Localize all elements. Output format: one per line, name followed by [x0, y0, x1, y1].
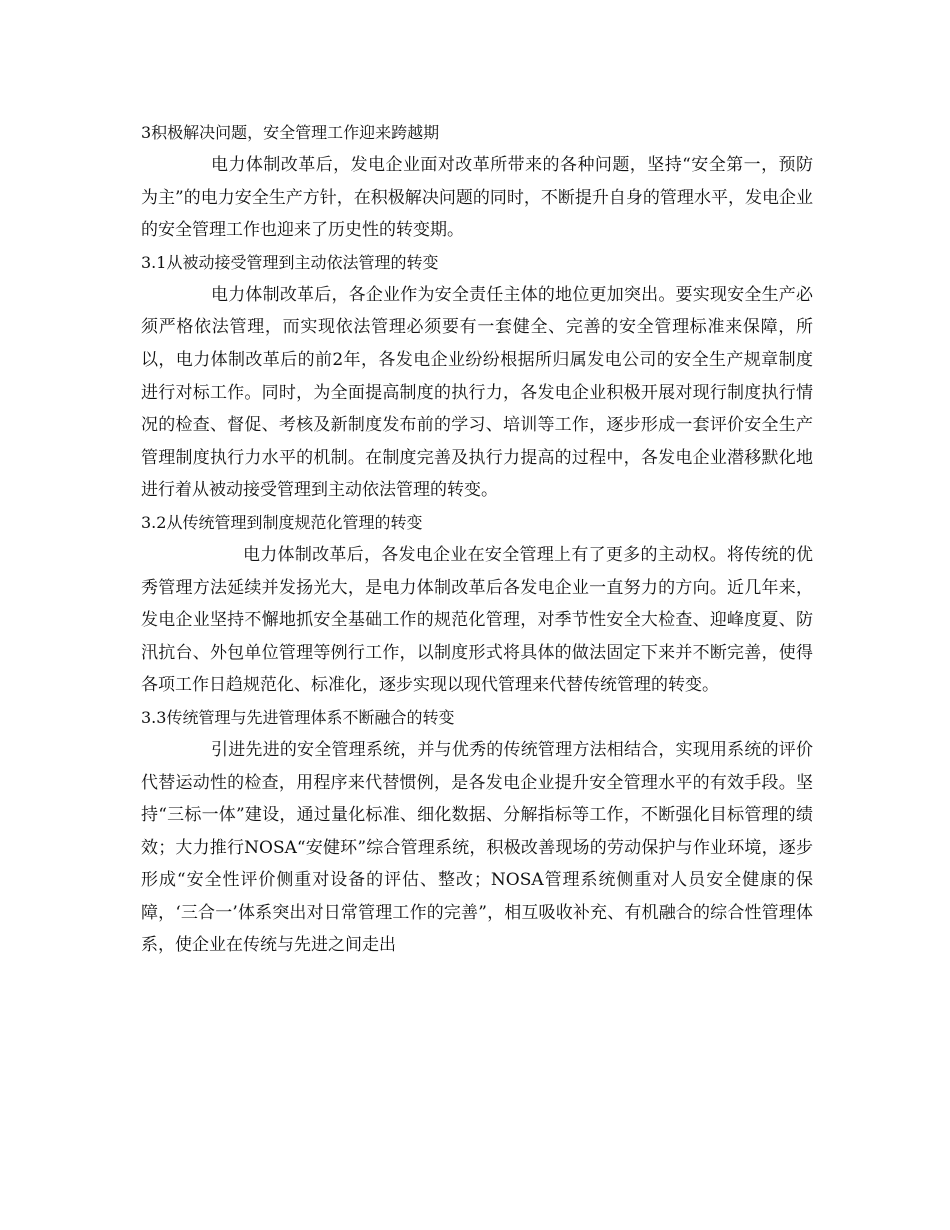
section-paragraph: 电力体制改革后，各企业作为安全责任主体的地位更加突出。要实现安全生产必须严格依法管理，而实现依法管理必须要有一套健全、完善的安全管理标准来保障，所以，电力体制改革后的前2年，各发电企业纷纷根据所归属发电公司的安全生产规章制度进行对标工作。同时，为全面提高制度的执行力，各发电企业积极开展对现行制度执行情况的检查、督促、考核及新制度发布前的学习、培训等工作，逐步形成一套评价安全生产管理制度执行力水平的机制。在制度完善及执行力提高的过程中，各发电企业潜移默化地进行着从被动接受管理到主动依法管理的转变。: [141, 284, 813, 501]
section-paragraph: 电力体制改革后，各发电企业在安全管理上有了更多的主动权。将传统的优秀管理方法延续并发扬光大，是电力体制改革后各发电企业一直努力的方向。近几年来，发电企业坚持不懈地抓安全基础工作的规范化管理，对季节性安全大检查、迎峰度夏、防汛抗台、外包单位管理等例行工作，以制度形式将具体的做法固定下来并不断完善，使得各项工作日趋规范化、标准化，逐步实现以现代管理来代替传统管理的转变。: [141, 544, 813, 696]
section-heading: 3.1从被动接受管理到主动依法管理的转变: [141, 252, 439, 272]
section-3-3: [141, 702, 813, 962]
section-paragraph: 电力体制改革后，发电企业面对改革所带来的各种问题，坚持“安全第一，预防为主”的电力安全生产方针，在积极解决问题的同时，不断提升自身的管理水平，发电企业的安全管理工作也迎来了历史性的转变期。: [141, 155, 813, 241]
section-3-2: [141, 507, 813, 702]
section-heading: 3积极解决问题，安全管理工作迎来跨越期: [141, 123, 440, 142]
document-body: [141, 117, 813, 962]
section-3-1: [141, 247, 813, 507]
section-heading: 3.2从传统管理到制度规范化管理的转变: [141, 512, 423, 532]
section-3: [141, 117, 813, 247]
section-paragraph: 引进先进的安全管理系统，并与优秀的传统管理方法相结合，实现用系统的评价代替运动性的检查，用程序来代替惯例，是各发电企业提升安全管理水平的有效手段。坚持“三标一体”建设，通过量化标准、细化数据、分解指标等工作，不断强化目标管理的绩效；大力推行NOSA“安健环”综合管理系统，积极改善现场的劳动保护与作业环境，逐步形成“安全性评价侧重对设备的评估、整改；NOSA管理系统侧重对人员安全健康的保障，‘三合一’体系突出对日常管理工作的完善”，相互吸收补充、有机融合的综合性管理体系，使企业在传统与先进之间走出: [141, 739, 813, 956]
section-heading: 3.3传统管理与先进管理体系不断融合的转变: [141, 707, 455, 727]
